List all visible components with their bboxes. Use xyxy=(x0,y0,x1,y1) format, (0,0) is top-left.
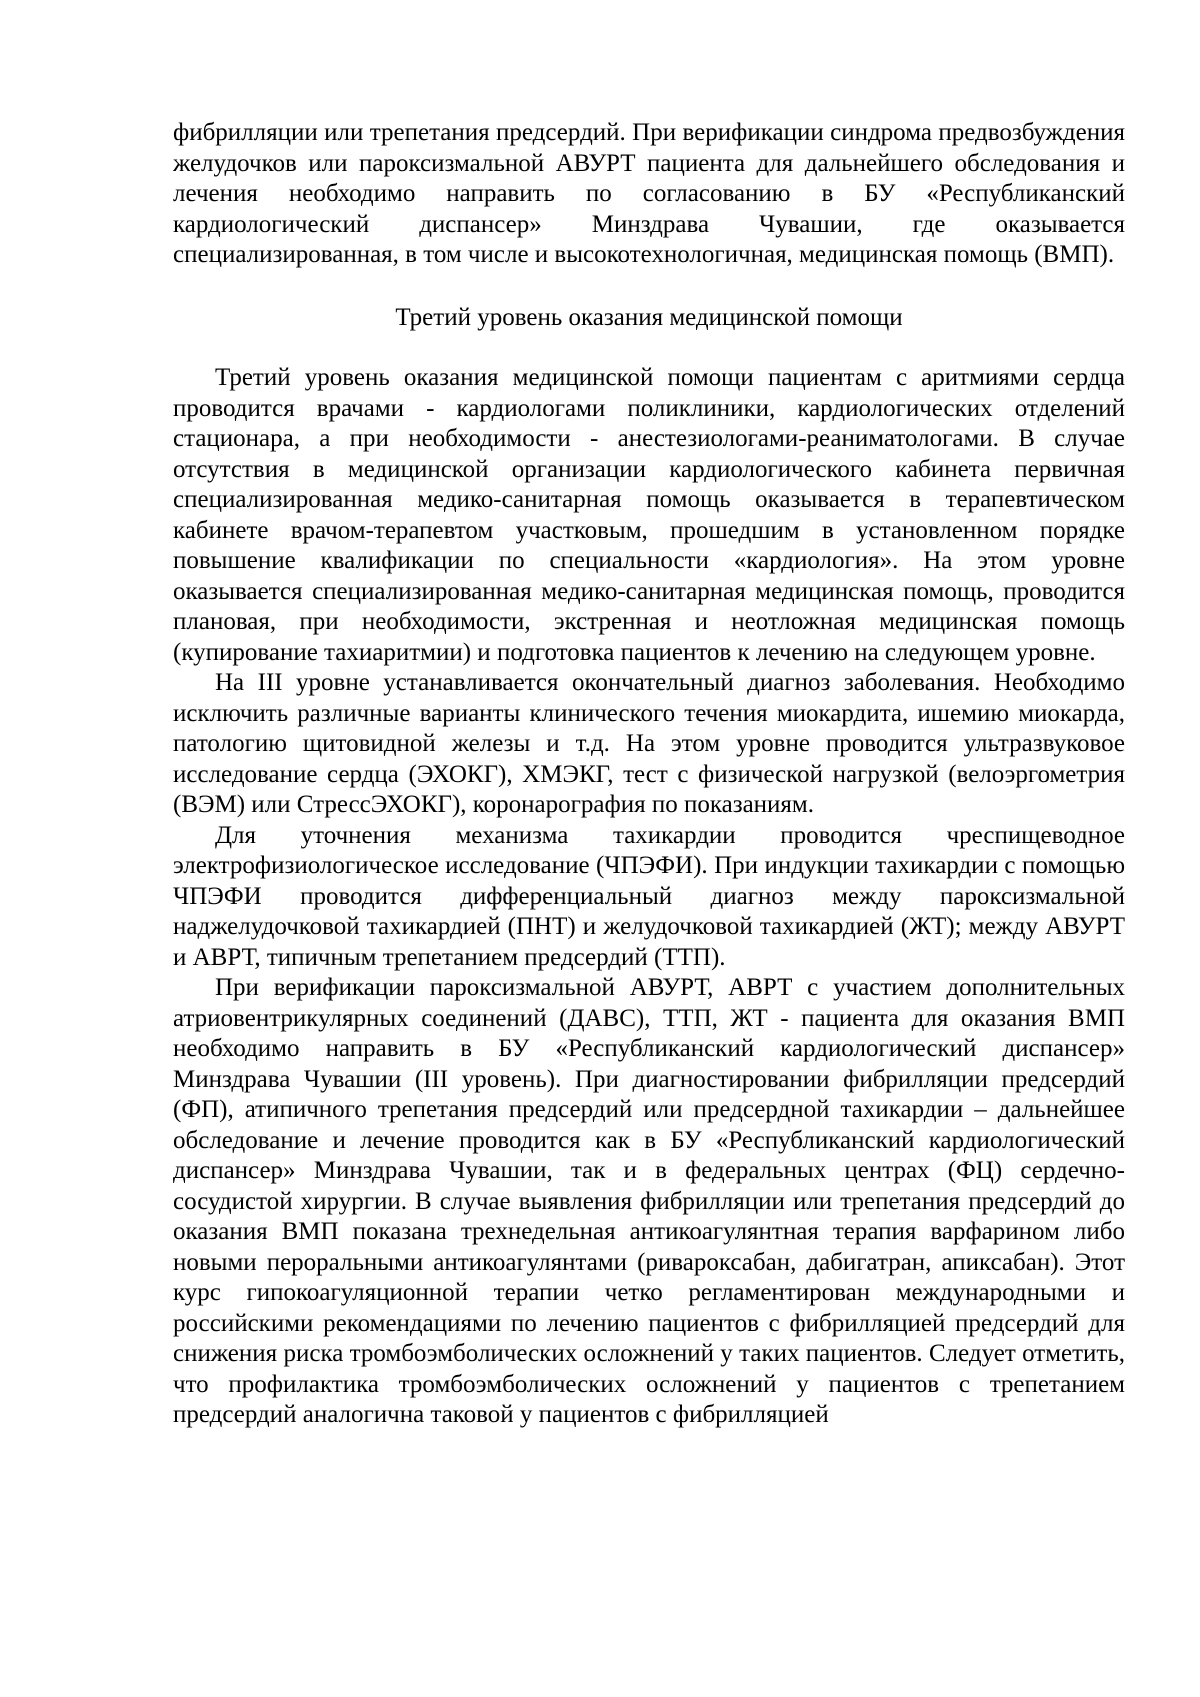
paragraph: На III уровне устанавливается окончательный диагноз заболевания. Необходимо исключить различные варианты клинического течения миокардита, ишемию миокарда, патологию щитовидной железы и т.д. На этом уровне проводится ультразвуковое исследование сердца (ЭХОКГ), ХМЭКГ, тест с физической нагрузкой (велоэргометрия (ВЭМ) или СтрессЭХОКГ), коронарография по показаниям. xyxy=(173,669,1125,818)
document-body xyxy=(173,118,1125,1431)
paragraph-continued: фибрилляции или трепетания предсердий. При верификации синдрома предвозбуждения желудочков или пароксизмальной АВУРТ пациента для дальнейшего обследования и лечения необходимо направить по согласованию в БУ «Республиканский кардиологический диспансер» Минздрава Чувашии, где оказывается специализированная, в том числе и высокотехнологичная, медицинская помощь (ВМП). xyxy=(173,119,1125,268)
paragraph: При верификации пароксизмальной АВУРТ, АВРТ с участием дополнительных атриовентрикулярных соединений (ДАВС), ТТП, ЖТ - пациента для оказания ВМП необходимо направить в БУ «Республиканский кардиологический диспансер» Минздрава Чувашии (III уровень). При диагностировании фибрилляции предсердий (ФП), атипичного трепетания предсердий или предсердной тахикардии – дальнейшее обследование и лечение проводится как в БУ «Республиканский кардиологический диспансер» Минздрава Чувашии, так и в федеральных центрах (ФЦ) сердечно-сосудистой хирургии. В случае выявления фибрилляции или трепетания предсердий до оказания ВМП показана трехнедельная антикоагулянтная терапия варфарином либо новыми пероральными антикоагулянтами (ривароксабан, дабигатран, апиксабан). Этот курс гипокоагуляционной терапии четко регламентирован международными и российскими рекомендациями по лечению пациентов с фибрилляцией предсердий для снижения риска тромбоэмболических осложнений у таких пациентов. Следует отметить, что профилактика тромбоэмболических осложнений у пациентов с трепетанием предсердий аналогична таковой у пациентов с фибрилляцией xyxy=(173,974,1125,1428)
paragraph: Третий уровень оказания медицинской помощи пациентам с аритмиями сердца проводится врачами - кардиологами поликлиники, кардиологических отделений стационара, а при необходимости - анестезиологами-реаниматологами. В случае отсутствия в медицинской организации кардиологического кабинета первичная специализированная медико-санитарная помощь оказывается в терапевтическом кабинете врачом-терапевтом участковым, прошедшим в установленном порядке повышение квалификации по специальности «кардиология». На этом уровне оказывается специализированная медико-санитарная медицинская помощь, проводится плановая, при необходимости, экстренная и неотложная медицинская помощь (купирование тахиаритмии) и подготовка пациентов к лечению на следующем уровне. xyxy=(173,364,1125,666)
section-heading: Третий уровень оказания медицинской помощи xyxy=(395,303,903,331)
paragraph: Для уточнения механизма тахикардии проводится чреспищеводное электрофизиологическое исследование (ЧПЭФИ). При индукции тахикардии с помощью ЧПЭФИ проводится дифференциальный диагноз между пароксизмальной наджелудочковой тахикардией (ПНТ) и желудочковой тахикардией (ЖТ); между АВУРТ и АВРТ, типичным трепетанием предсердий (ТТП). xyxy=(173,821,1125,971)
